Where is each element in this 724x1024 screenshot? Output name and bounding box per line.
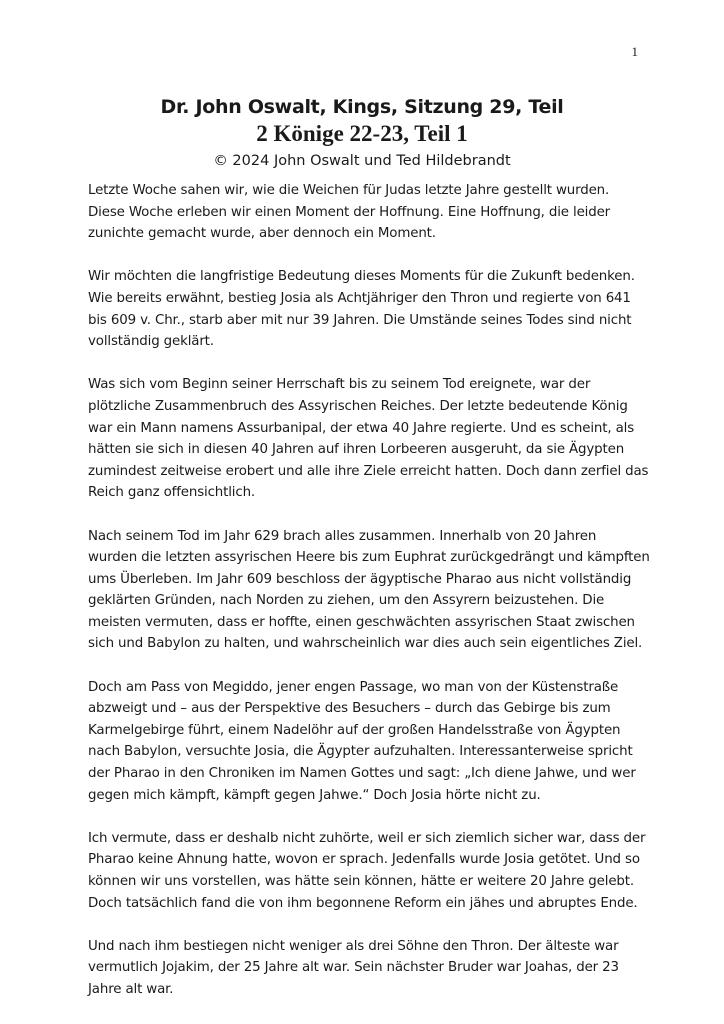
text-line: meisten vermuten, dass er hoffte, einen geschwächten assyrischen Staat zwischen: [88, 614, 635, 630]
paragraph: [88, 266, 648, 352]
text-line: zumindest zeitweise erobert und alle ihre Ziele erreicht hatten. Doch dann zerfiel das: [88, 463, 649, 479]
text-line: Reich ganz offensichtlich.: [88, 485, 256, 501]
text-line: Was sich vom Beginn seiner Herrschaft bis zu seinem Tod ereignete, war der: [88, 377, 591, 393]
page-subtitle: 2 Könige 22-23, Teil 1: [256, 121, 468, 146]
text-line: ums Überleben. Im Jahr 609 beschloss der ägyptische Pharao aus nicht vollständig: [88, 571, 632, 587]
paragraph: [88, 936, 648, 1001]
text-line: Ich vermute, dass er deshalb nicht zuhörte, weil er sich ziemlich sicher war, dass der: [88, 830, 646, 846]
text-line: gegen mich kämpft, kämpft gegen Jahwe.“ Doch Josia hörte nicht zu.: [88, 787, 541, 803]
text-line: war ein Mann namens Assurbanipal, der etwa 40 Jahre regierte. Und es scheint, als: [88, 420, 635, 436]
text-line: nach Babylon, versuchte Josia, die Ägypter aufzuhalten. Interessanterweise spricht: [88, 744, 633, 760]
text-line: vollständig geklärt.: [88, 334, 214, 350]
paragraph: [88, 374, 648, 504]
text-line: bis 609 v. Chr., starb aber mit nur 39 Jahren. Die Umstände seines Todes sind nicht: [88, 312, 632, 328]
paragraph: [88, 677, 648, 807]
text-line: wurden die letzten assyrischen Heere bis zum Euphrat zurückgedrängt und kämpften: [88, 550, 650, 566]
text-line: hätten sie sich in diesen 40 Jahren auf ihren Lorbeeren ausgeruht, da sie Ägypten: [88, 442, 625, 458]
text-line: zunichte gemacht wurde, aber dennoch ein Moment.: [88, 226, 436, 242]
text-line: Wie bereits erwähnt, bestieg Josia als Achtjähriger den Thron und regierte von 641: [88, 290, 631, 306]
text-line: Karmelgebirge führt, einem Nadelöhr auf der großen Handelsstraße von Ägypten: [88, 722, 621, 738]
text-line: Letzte Woche sahen wir, wie die Weichen für Judas letzte Jahre gestellt wurden.: [88, 183, 610, 198]
paragraph: [88, 828, 648, 914]
text-line: Diese Woche erleben wir einen Moment der Hoffnung. Eine Hoffnung, die leider: [88, 204, 611, 220]
text-line: sich und Babylon zu halten, und wahrscheinlich war dies auch sein eigentliches Ziel.: [88, 636, 643, 652]
paragraph: [88, 180, 648, 245]
page-number: 1: [631, 44, 638, 59]
paragraph: [88, 526, 648, 656]
text-line: vermutlich Jojakim, der 25 Jahre alt war. Sein nächster Bruder war Joahas, der 23: [88, 960, 619, 976]
copyright-notice: © 2024 John Oswalt und Ted Hildebrandt: [213, 153, 511, 169]
text-line: geklärten Gründen, nach Norden zu ziehen, um den Assyrern beizustehen. Die: [88, 593, 605, 609]
text-line: plötzliche Zusammenbruch des Assyrischen Reiches. Der letzte bedeutende König: [88, 398, 628, 414]
text-line: Pharao keine Ahnung hatte, wovon er sprach. Jedenfalls wurde Josia getötet. Und so: [88, 852, 640, 868]
document-header: [0, 94, 724, 172]
document-body: [88, 180, 648, 1022]
page-title: Dr. John Oswalt, Kings, Sitzung 29, Teil: [160, 96, 564, 118]
text-line: Nach seinem Tod im Jahr 629 brach alles zusammen. Innerhalb von 20 Jahren: [88, 528, 597, 544]
text-line: der Pharao in den Chroniken im Namen Gottes und sagt: „Ich diene Jahwe, und wer: [88, 766, 636, 782]
text-line: Und nach ihm bestiegen nicht weniger als drei Söhne den Thron. Der älteste war: [88, 938, 619, 954]
text-line: Wir möchten die langfristige Bedeutung dieses Moments für die Zukunft bedenken.: [88, 269, 635, 285]
text-line: Jahre alt war.: [88, 981, 174, 997]
text-line: abzweigt und – aus der Perspektive des Besuchers – durch das Gebirge bis zum: [88, 701, 611, 717]
text-line: Doch tatsächlich fand die von ihm begonnene Reform ein jähes und abruptes Ende.: [88, 895, 638, 911]
text-line: können wir uns vorstellen, was hätte sein können, hätte er weitere 20 Jahre gelebt.: [88, 874, 634, 889]
text-line: Doch am Pass von Megiddo, jener engen Passage, wo man von der Küstenstraße: [88, 679, 619, 695]
